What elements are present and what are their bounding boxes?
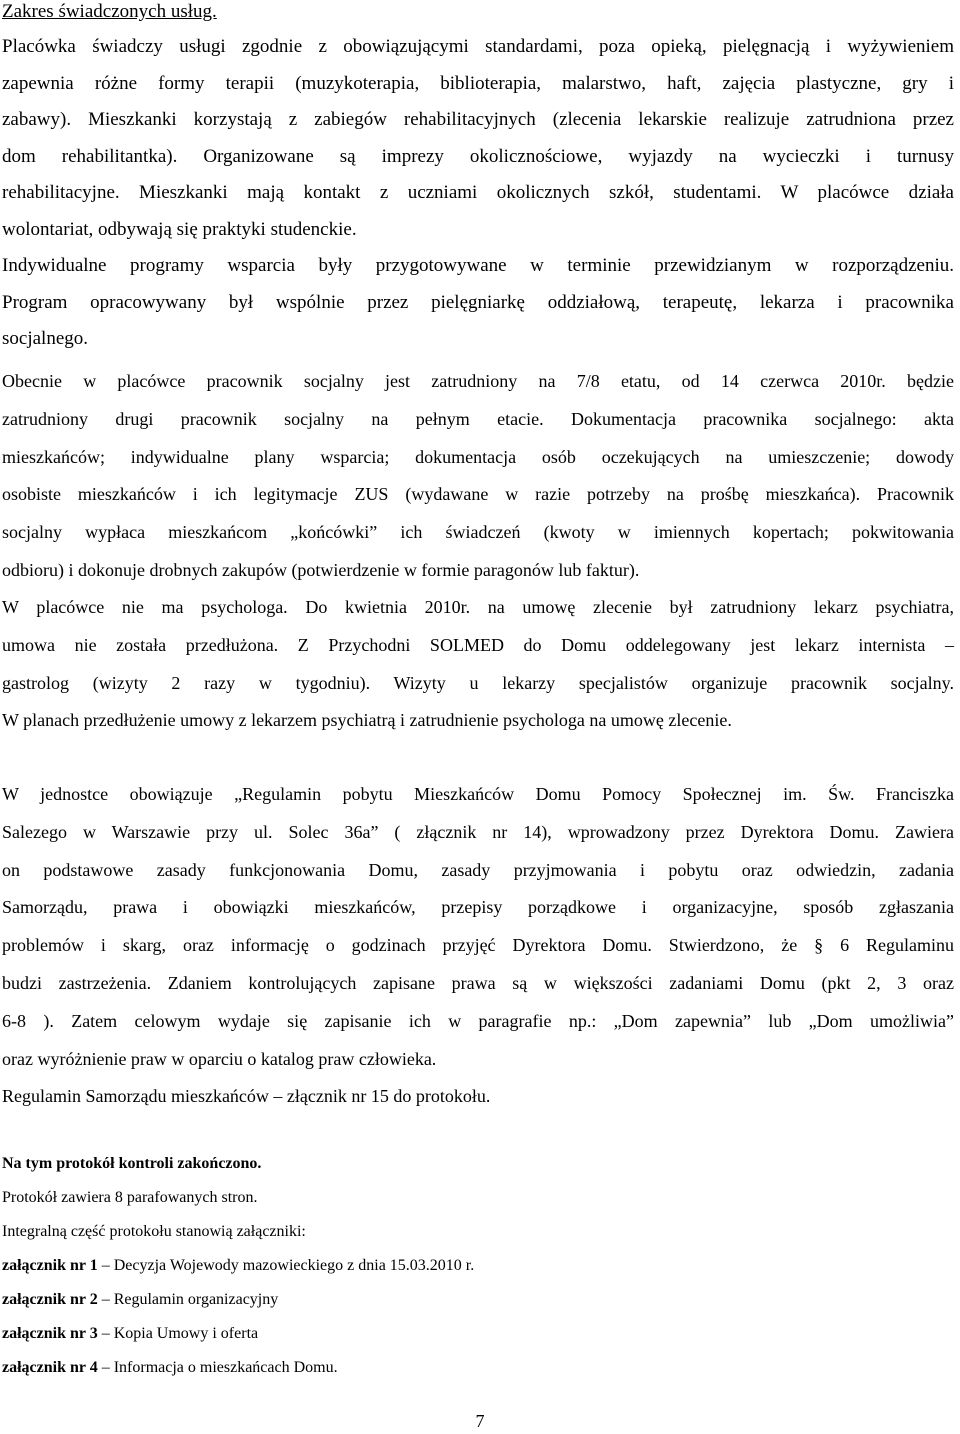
text-line: Salezego w Warszawie przy ul. Solec 36a” ( złącznik nr 14), wprowadzony przez Dyrektora Domu. Zawiera bbox=[2, 821, 954, 842]
text-line: W placówce nie ma psychologa. Do kwietnia 2010r. na umowę zlecenie był zatrudniony lekarz psychiatra, bbox=[2, 597, 954, 617]
text-line: zatrudniony drugi pracownik socjalny na pełnym etacie. Dokumentacja pracownika socjalnego: akta bbox=[2, 408, 954, 429]
attachment-label: załącznik nr 4 bbox=[2, 1359, 98, 1376]
text-line: rehabilitacyjne. Mieszkanki mają kontakt z uczniami okolicznych szkół, studentami. W placówce działa bbox=[2, 182, 954, 203]
text-line: problemów i skarg, oraz informację o godzinach przyjęć Dyrektora Domu. Stwierdzono, że § 6 Regulaminu bbox=[2, 935, 954, 956]
text-line: budzi zastrzeżenia. Zdaniem kontrolujących zapisane prawa są w większości zadaniami Domu (pkt 2, 3 oraz bbox=[2, 972, 954, 993]
text-line: socjalnego. bbox=[2, 328, 89, 349]
text-line: Obecnie w placówce pracownik socjalny jest zatrudniony na 7/8 etatu, od 14 czerwca 2010r. będzie bbox=[2, 371, 954, 391]
text-line: dom rehabilitantka). Organizowane są imprezy okolicznościowe, wyjazdy na wycieczki i turnusy bbox=[2, 145, 954, 167]
attachment-label: załącznik nr 2 bbox=[2, 1291, 98, 1308]
page-number: 7 bbox=[475, 1411, 485, 1431]
paragraph-regulations bbox=[2, 776, 954, 1078]
paragraph-medical-staff bbox=[2, 589, 954, 740]
text-line: W jednostce obowiązuje „Regulamin pobytu Mieszkańców Domu Pomocy Społecznej im. Św. Franciszka bbox=[2, 784, 954, 804]
attachment-text: Kopia Umowy i oferta bbox=[113, 1325, 259, 1342]
attachment-item: załącznik nr 3 – Kopia Umowy i oferta bbox=[2, 1325, 259, 1342]
attachment-label: załącznik nr 1 bbox=[2, 1257, 98, 1274]
text-line: oraz wyróżnienie praw w oparciu o katalog praw człowieka. bbox=[2, 1048, 437, 1069]
attachment-item: załącznik nr 2 – Regulamin organizacyjny bbox=[2, 1291, 279, 1308]
paragraph-support-programs bbox=[2, 248, 954, 358]
text-line: osobiste mieszkańców i ich legitymacje ZUS (wydawane w razie potrzeby na prośbę mieszkańca). Pracownik bbox=[2, 484, 954, 505]
text-line: odbioru) i dokonuje drobnych zakupów (potwierdzenie w formie paragonów lub faktur). bbox=[2, 559, 640, 580]
text-line: socjalny wypłaca mieszkańcom „końcówki” ich świadczeń (kwoty w imiennych kopertach; pokwitowania bbox=[2, 522, 954, 543]
attachment-label: załącznik nr 3 bbox=[2, 1325, 98, 1342]
text-line: on podstawowe zasady funkcjonowania Domu, zasady przyjmowania i pobytu oraz odwiedzin, zadania bbox=[2, 859, 954, 880]
paragraph-self-government bbox=[2, 1078, 954, 1116]
text-line: Placówka świadczy usługi zgodnie z obowiązującymi standardami, poza opieką, pielęgnacją i wyżywieniem bbox=[2, 36, 954, 57]
section-heading: Zakres świadczonych usług. bbox=[2, 1, 217, 22]
attachment-item: załącznik nr 4 – Informacja o mieszkańcach Domu. bbox=[2, 1359, 338, 1376]
text-line: Samorządu, prawa i obowiązki mieszkańców, przepisy porządkowe i organizacyjne, sposób zgłaszania bbox=[2, 897, 954, 918]
attachment-item: załącznik nr 1 – Decyzja Wojewody mazowieckiego z dnia 15.03.2010 r. bbox=[2, 1257, 475, 1274]
text-line: zapewnia różne formy terapii (muzykoterapia, biblioterapia, malarstwo, haft, zajęcia plastyczne, gry i bbox=[2, 72, 954, 94]
text-line: Indywidualne programy wsparcia były przygotowywane w terminie przewidzianym w rozporządzeniu. bbox=[2, 255, 954, 276]
text-line: 6-8 ). Zatem celowym wydaje się zapisanie ich w paragrafie np.: „Dom zapewnia” lub „Dom umożliwia” bbox=[2, 1010, 954, 1031]
text-line: Program opracowywany był wspólnie przez pielęgniarkę oddziałową, terapeutę, lekarza i pracownika bbox=[2, 291, 954, 313]
text-line: Regulamin Samorządu mieszkańców – złącznik nr 15 do protokołu. bbox=[2, 1086, 491, 1106]
text-line: umowa nie została przedłużona. Z Przychodni SOLMED do Domu oddelegowany jest lekarz internista – bbox=[2, 634, 954, 655]
closing-block bbox=[2, 1147, 954, 1385]
pages-note: Protokół zawiera 8 parafowanych stron. bbox=[2, 1189, 258, 1206]
text-line: mieszkańców; indywidualne plany wsparcia; dokumentacja osób oczekujących na umieszczenie; dowody bbox=[2, 446, 954, 467]
text-line: W planach przedłużenie umowy z lekarzem psychiatrą i zatrudnienie psychologa na umowę zlecenie. bbox=[2, 710, 732, 731]
paragraph-services bbox=[2, 29, 954, 248]
attachment-text: Informacja o mieszkańcach Domu. bbox=[113, 1359, 338, 1376]
text-line: gastrolog (wizyty 2 razy w tygodniu). Wizyty u lekarzy specjalistów organizuje pracownik socjalny. bbox=[2, 672, 954, 693]
attachment-text: Decyzja Wojewody mazowieckiego z dnia 15.03.2010 r. bbox=[113, 1257, 475, 1274]
attachments-intro: Integralną część protokołu stanowią załączniki: bbox=[2, 1223, 306, 1240]
text-line: wolontariat, odbywają się praktyki studenckie. bbox=[2, 218, 357, 240]
end-statement: Na tym protokół kontroli zakończono. bbox=[2, 1155, 262, 1172]
attachment-text: Regulamin organizacyjny bbox=[113, 1291, 279, 1308]
paragraph-social-worker bbox=[2, 363, 954, 590]
text-line: zabawy). Mieszkanki korzystają z zabiegów rehabilitacyjnych (zlecenia lekarskie realizuje zatrudniona przez bbox=[2, 109, 954, 130]
